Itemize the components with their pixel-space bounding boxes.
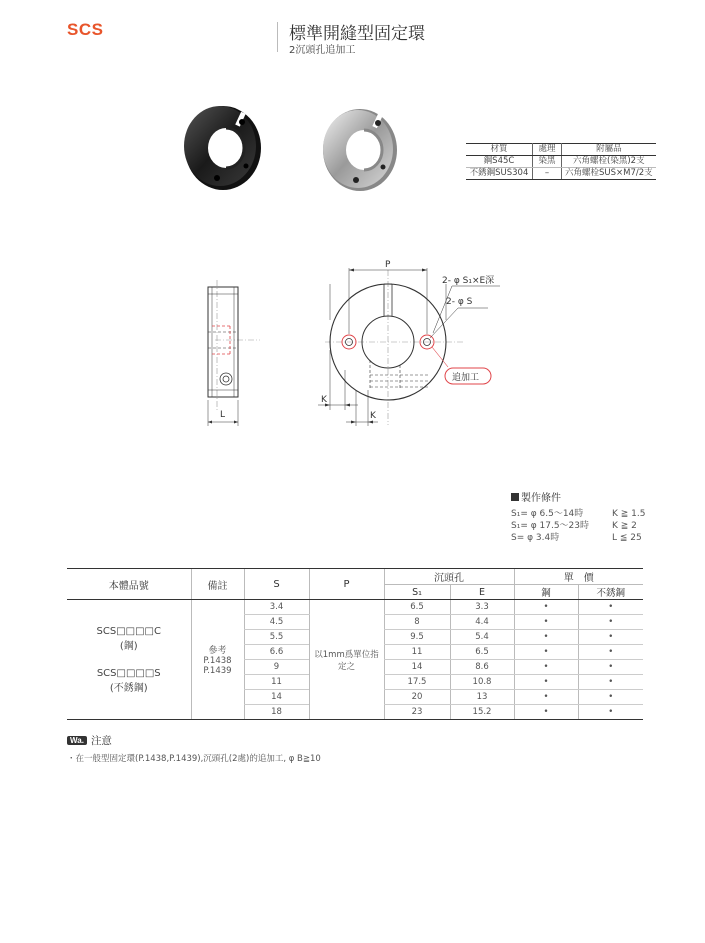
page-subtitle: 2沉頭孔追加工 [289,45,356,56]
dim-p-label: P [385,260,391,270]
stainless-collar-photo [318,104,408,199]
treatment-cell: – [533,168,562,180]
note-cell: 參考 P.1438 P.1439 [191,600,244,720]
accessory-header: 附屬品 [562,144,656,156]
spec-table [67,568,643,720]
notes-heading [67,733,112,748]
header-divider [277,22,278,52]
square-bullet-icon [511,493,519,501]
front-view [318,260,500,426]
counterbore-header: 沉頭孔 [384,569,514,585]
part-number-header: 本體品號 [67,569,191,600]
unit-price-header: 單 價 [514,569,643,585]
side-view [208,280,260,426]
wa-badge-icon: Wa. [67,736,87,745]
dim-k-label-left: K [321,395,327,405]
dim-k-label-bottom: K [370,411,376,421]
material-table [466,143,656,180]
treatment-cell: 染黑 [533,156,562,168]
table-row: 14 20 13 • • [67,690,643,705]
treatment-header: 處理 [533,144,562,156]
table-row: 6.6 11 6.5 • • [67,645,643,660]
material-cell: 鋼S45C [466,156,533,168]
s-header: S [244,569,309,600]
conditions-title: 製作條件 [521,493,561,504]
callout-counterbore: 2- φ S₁×E深 [442,276,495,286]
accessory-cell: 六角螺栓(染黑)2支 [562,156,656,168]
black-collar-photo [180,100,270,195]
dim-l-label: L [220,410,226,420]
table-row: 4.5 8 4.4 • • [67,615,643,630]
condition-row: S= φ 3.4時 L ≦ 25 [511,533,642,543]
page-title: 標準開縫型固定環 [289,24,425,44]
steel-price-header: 鋼 [514,585,578,600]
table-row [466,168,656,180]
table-row: SCS□□□□C (鋼) SCS□□□□S (不銹鋼) 參考 P.1438 P.1439 3.4 以1mm爲單位指 定之 6.5 3.3 • • [67,600,643,615]
material-header: 材質 [466,144,533,156]
condition-row: S₁= φ 17.5～23時 K ≧ 2 [511,521,637,531]
technical-drawing [190,250,520,435]
table-row: 5.5 9.5 5.4 • • [67,630,643,645]
stainless-price-header: 不銹鋼 [578,585,643,600]
material-cell: 不銹鋼SUS304 [466,168,533,180]
note-header: 備註 [191,569,244,600]
callout-extra-processing: 追加工 [452,373,480,383]
s1-header: S₁ [384,585,450,600]
p-cell: 以1mm爲單位指 定之 [309,600,384,720]
table-row: 9 14 8.6 • • [67,660,643,675]
table-row: 18 23 15.2 • • [67,705,643,720]
manufacturing-conditions [511,489,645,544]
table-row: 11 17.5 10.8 • • [67,675,643,690]
e-header: E [450,585,514,600]
callout-hole: 2- φ S [446,297,473,307]
note-line: ・在一般型固定環(P.1438,P.1439),沉頭孔(2處)的追加工, φ B≧10 [67,754,321,764]
condition-row: S₁= φ 6.5～14時 K ≧ 1.5 [511,509,646,519]
p-header: P [309,569,384,600]
table-row [466,156,656,168]
brand-code: SCS [67,20,104,39]
part-number-cell: SCS□□□□C (鋼) SCS□□□□S (不銹鋼) [67,600,191,720]
accessory-cell: 六角螺栓SUS×M7/2支 [562,168,656,180]
notes-title: 注意 [90,735,112,747]
